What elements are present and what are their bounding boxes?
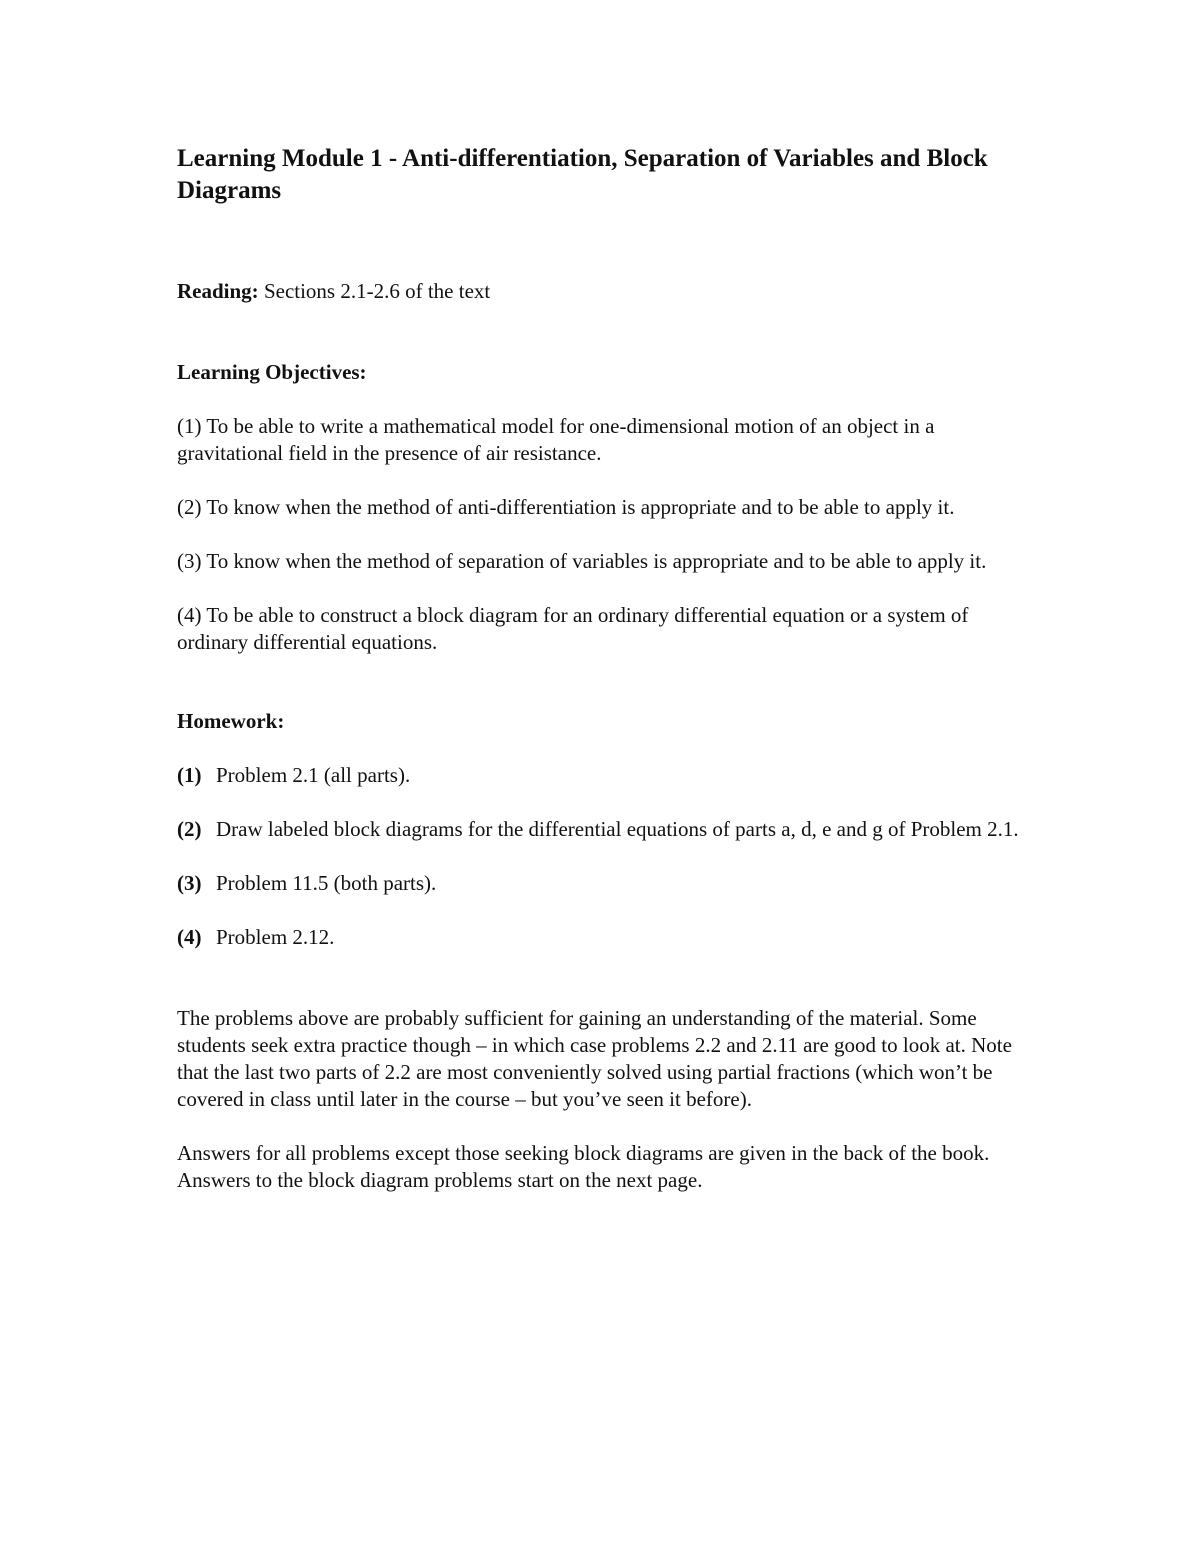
- homework-item-text: Problem 2.1 (all parts).: [216, 763, 411, 787]
- homework-item-number: (2): [177, 817, 202, 841]
- homework-heading: Homework:: [177, 709, 285, 733]
- objective-item: (4) To be able to construct a block diagram for an ordinary differential equation or a system of ordinary differential equations.: [177, 603, 969, 654]
- answers-paragraph: Answers for all problems except those seeking block diagrams are given in the back of the book. Answers to the block diagram problems start on the next page.: [177, 1141, 990, 1192]
- reading-line: [177, 278, 1037, 305]
- objective-item: (2) To know when the method of anti-differentiation is appropriate and to be able to apply it.: [177, 495, 955, 519]
- page-title: Learning Module 1 - Anti-differentiation, Separation of Variables and Block Diagrams: [177, 145, 988, 204]
- objectives-heading: Learning Objectives:: [177, 360, 367, 384]
- homework-item: [177, 762, 1037, 789]
- homework-item-text: Draw labeled block diagrams for the differential equations of parts a, d, e and g of Problem 2.1.: [216, 817, 1019, 841]
- homework-item-text: Problem 2.12.: [216, 925, 335, 949]
- homework-item-number: (4): [177, 925, 202, 949]
- objective-item: (3) To know when the method of separation of variables is appropriate and to be able to apply it.: [177, 549, 987, 573]
- homework-item-number: (3): [177, 871, 202, 895]
- objective-item: (1) To be able to write a mathematical model for one-dimensional motion of an object in a gravitational field in the presence of air resistance.: [177, 414, 935, 465]
- homework-item-number: (1): [177, 763, 202, 787]
- reading-label: Reading:: [177, 279, 259, 303]
- notes-paragraph: The problems above are probably sufficient for gaining an understanding of the material. Some students seek extra practice though – in which case problems 2.2 and 2.11 are good to look at. Note that the last two parts of 2.2 are most conveniently solved using partial fractions (which won’t be covered in class until later in the course – but you’ve seen it before).: [177, 1006, 1012, 1111]
- document-page: [177, 143, 1037, 1194]
- homework-item: [177, 924, 1037, 951]
- homework-item: [177, 870, 1037, 897]
- reading-text: Sections 2.1-2.6 of the text: [263, 279, 491, 303]
- homework-item: [177, 816, 1037, 843]
- homework-item-text: Problem 11.5 (both parts).: [216, 871, 437, 895]
